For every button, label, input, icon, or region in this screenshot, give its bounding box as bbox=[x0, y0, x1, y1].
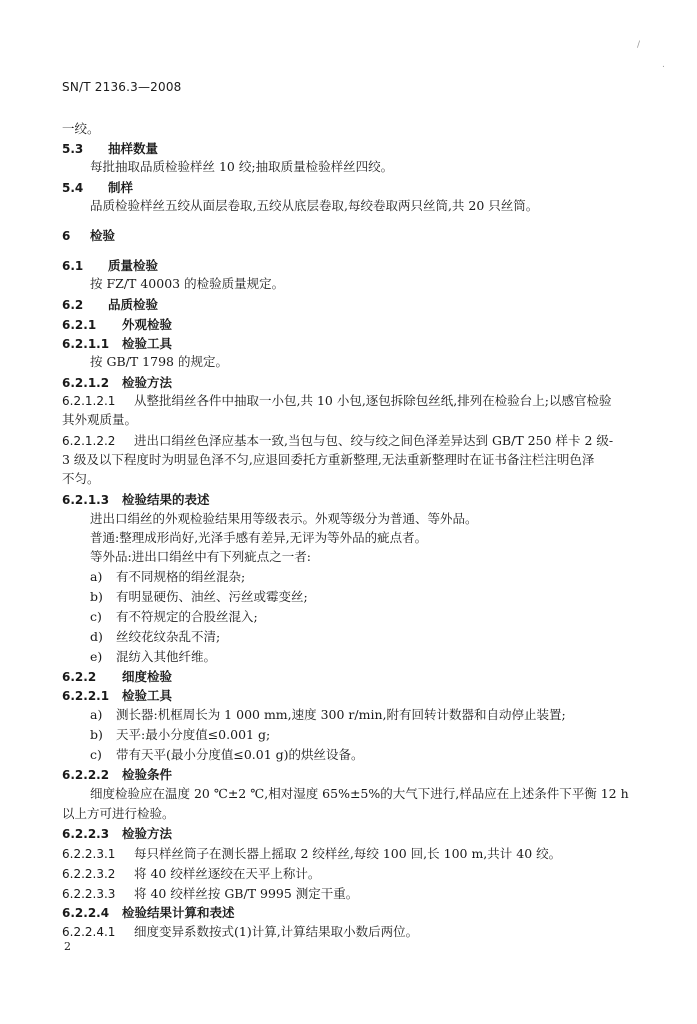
section-title: 抽样数量 bbox=[108, 141, 159, 156]
section-title: 检验结果计算和表述 bbox=[122, 905, 235, 920]
section-number: 6.1 bbox=[62, 259, 84, 273]
list-text: 有不符规定的合股丝混入; bbox=[116, 609, 258, 624]
list-text: 有明显硬伤、油丝、污丝或霉变丝; bbox=[116, 589, 308, 604]
section-title: 外观检验 bbox=[122, 317, 173, 332]
section-5-4-heading bbox=[62, 179, 133, 197]
section-6-2-1-3-heading bbox=[62, 491, 210, 509]
clause-6-2-2-3-3 bbox=[62, 885, 358, 903]
section-title: 细度检验 bbox=[122, 669, 173, 684]
paragraph-continuation: 不匀。 bbox=[62, 471, 100, 486]
section-6-2-1-heading bbox=[62, 316, 172, 334]
clause-number: 6.2.2.3.1 bbox=[62, 847, 116, 861]
section-title: 检验结果的表述 bbox=[122, 492, 210, 507]
section-title: 检验工具 bbox=[122, 688, 173, 703]
list-text: 测长器:机框周长为 1 000 mm,速度 300 r/min,附有回转计数器和自动停止装置; bbox=[116, 707, 566, 722]
list-item-c bbox=[90, 608, 258, 626]
clause-6-2-1-2-1-line1 bbox=[62, 392, 612, 410]
clause-number: 6.2.1.2.2 bbox=[62, 434, 116, 448]
section-title: 检验方法 bbox=[122, 375, 173, 390]
list-marker: e) bbox=[90, 649, 103, 664]
section-number: 6.2 bbox=[62, 298, 84, 312]
section-number: 6.2.2.4 bbox=[62, 906, 110, 920]
paragraph: 每批抽取品质检验样丝 10 绞;抽取质量检验样丝四绞。 bbox=[90, 159, 394, 174]
clause-number: 6.2.2.3.3 bbox=[62, 887, 116, 901]
section-6-2-1-1-heading bbox=[62, 335, 172, 353]
list-marker: b) bbox=[90, 589, 103, 604]
list-marker: a) bbox=[90, 707, 103, 722]
list-marker: c) bbox=[90, 609, 102, 624]
list-item-d bbox=[90, 628, 220, 646]
section-6-2-2-3-heading bbox=[62, 825, 172, 843]
corner-mark: / bbox=[637, 40, 641, 50]
clause-text: 将 40 绞样丝按 GB/T 9995 测定干重。 bbox=[134, 886, 359, 901]
clause-text: 进出口绢丝色泽应基本一致,当包与包、绞与绞之间色泽差异达到 GB/T 250 样卡 2 级- bbox=[134, 433, 614, 448]
paragraph: 等外品:进出口绢丝中有下列疵点之一者: bbox=[90, 549, 311, 564]
section-title: 质量检验 bbox=[108, 258, 159, 273]
section-6-heading bbox=[62, 227, 115, 245]
paragraph-continuation: 其外观质量。 bbox=[62, 412, 138, 427]
list-text: 混纺入其他纤维。 bbox=[116, 649, 217, 664]
list-item-a bbox=[90, 706, 566, 724]
section-title: 品质检验 bbox=[108, 297, 159, 312]
clause-6-2-2-3-1 bbox=[62, 845, 561, 863]
section-title: 制样 bbox=[108, 180, 134, 195]
section-6-2-2-2-heading bbox=[62, 766, 172, 784]
section-number: 6.2.2.3 bbox=[62, 827, 110, 841]
list-marker: a) bbox=[90, 569, 103, 584]
list-item-b bbox=[90, 726, 270, 744]
section-6-2-heading bbox=[62, 296, 158, 314]
clause-number: 6.2.1.2.1 bbox=[62, 394, 116, 408]
list-text: 天平:最小分度值≤0.001 g; bbox=[116, 727, 271, 742]
paragraph-continuation: 3 级及以下程度时为明显色泽不匀,应退回委托方重新整理,无法重新整理时在证书备注栏注明色泽 bbox=[62, 452, 595, 467]
corner-mark: . bbox=[662, 60, 665, 70]
list-marker: b) bbox=[90, 727, 103, 742]
section-title: 检验工具 bbox=[122, 336, 173, 351]
section-number: 5.3 bbox=[62, 142, 84, 156]
section-6-2-2-4-heading bbox=[62, 904, 235, 922]
list-item-c bbox=[90, 746, 364, 764]
list-text: 有不同规格的绢丝混杂; bbox=[116, 569, 246, 584]
paragraph: 品质检验样丝五绞从面层卷取,五绞从底层卷取,每绞卷取两只丝筒,共 20 只丝筒。 bbox=[90, 198, 539, 213]
clause-number: 6.2.2.3.2 bbox=[62, 867, 116, 881]
section-number: 6.2.2.2 bbox=[62, 768, 110, 782]
section-6-2-1-2-heading bbox=[62, 374, 172, 392]
clause-text: 每只样丝筒子在测长器上摇取 2 绞样丝,每绞 100 回,长 100 m,共计 40 绞。 bbox=[134, 846, 562, 861]
clause-text: 将 40 绞样丝逐绞在天平上称计。 bbox=[134, 866, 321, 881]
paragraph: 按 FZ/T 40003 的检验质量规定。 bbox=[90, 276, 285, 291]
section-title: 检验条件 bbox=[122, 767, 173, 782]
page-number: 2 bbox=[64, 940, 71, 953]
section-5-3-heading bbox=[62, 140, 158, 158]
continued-text: 一绞。 bbox=[62, 121, 100, 136]
section-number: 6.2.2 bbox=[62, 670, 97, 684]
section-6-2-2-1-heading bbox=[62, 687, 172, 705]
section-6-2-2-heading bbox=[62, 668, 172, 686]
section-number: 6.2.1.1 bbox=[62, 337, 110, 351]
section-title: 检验方法 bbox=[122, 826, 173, 841]
section-title: 检验 bbox=[90, 228, 116, 243]
document-code: SN/T 2136.3—2008 bbox=[62, 80, 182, 94]
section-number: 6.2.2.1 bbox=[62, 689, 110, 703]
section-number: 6.2.1 bbox=[62, 318, 97, 332]
list-text: 丝绞花纹杂乱不清; bbox=[116, 629, 221, 644]
section-6-1-heading bbox=[62, 257, 158, 275]
paragraph: 进出口绢丝的外观检验结果用等级表示。外观等级分为普通、等外品。 bbox=[90, 511, 478, 526]
clause-6-2-2-4-1 bbox=[62, 923, 418, 941]
paragraph: 细度检验应在温度 20 ℃±2 ℃,相对湿度 65%±5%的大气下进行,样品应在上述条件下平衡 12 h bbox=[90, 786, 629, 801]
section-number: 6 bbox=[62, 229, 71, 243]
section-number: 5.4 bbox=[62, 181, 84, 195]
section-number: 6.2.1.2 bbox=[62, 376, 110, 390]
paragraph-continuation: 以上方可进行检验。 bbox=[62, 806, 175, 821]
clause-6-2-1-2-2-line1 bbox=[62, 432, 613, 450]
list-item-a bbox=[90, 568, 245, 586]
section-number: 6.2.1.3 bbox=[62, 493, 110, 507]
list-marker: c) bbox=[90, 747, 102, 762]
list-text: 带有天平(最小分度值≤0.01 g)的烘丝设备。 bbox=[116, 747, 364, 762]
clause-number: 6.2.2.4.1 bbox=[62, 925, 116, 939]
list-marker: d) bbox=[90, 629, 103, 644]
clause-6-2-2-3-2 bbox=[62, 865, 320, 883]
clause-text: 细度变异系数按式(1)计算,计算结果取小数后两位。 bbox=[134, 924, 419, 939]
list-item-e bbox=[90, 648, 216, 666]
list-item-b bbox=[90, 588, 308, 606]
clause-text: 从整批绢丝各件中抽取一小包,共 10 小包,逐包拆除包丝纸,排列在检验台上;以感官检验 bbox=[134, 393, 612, 408]
paragraph: 普通:整理成形尚好,光泽手感有差异,无评为等外品的疵点者。 bbox=[90, 530, 428, 545]
paragraph: 按 GB/T 1798 的规定。 bbox=[90, 354, 228, 369]
